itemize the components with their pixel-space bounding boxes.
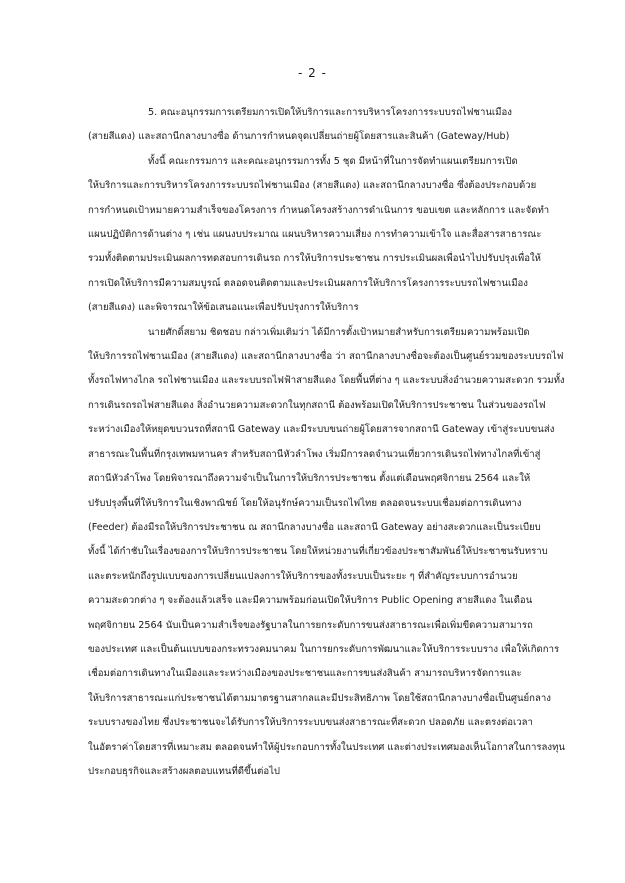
text-line: นายศักดิ์สยาม ชิดชอบ กล่าวเพิ่มเติมว่า ได้มีการตั้งเป้าหมายสำหรับการเตรียมความพร้อมเปิด	[148, 326, 530, 338]
text-line: ให้บริการสาธารณะแก่ประชาชนได้ตามมาตรฐานสากลและมีประสิทธิภาพ โดยใช้สถานีกลางบางซื่อเป็นศูนย์กลาง	[88, 692, 551, 704]
text-line: ประกอบธุรกิจและสร้างผลตอบแทนที่ดีขึ้นต่อไป	[88, 765, 281, 777]
text-line: ในอัตราค่าโดยสารที่เหมาะสม ตลอดจนทำให้ผู้ประกอบการทั้งในประเทศ และต่างประเทศมองเห็นโอกาสในการลงทุน	[88, 741, 565, 753]
text-line: สถานีหัวลำโพง โดยพิจารณาถึงความจำเป็นในการให้บริการประชาชน ตั้งแต่เดือนพฤศจิกายน 2564 และให้	[88, 473, 531, 485]
text-line: เชื่อมต่อการเดินทางในเมืองและระหว่างเมืองของประชาชนและการขนส่งสินค้า สามารถบริหารจัดการและ	[88, 668, 522, 680]
text-line: ระหว่างเมืองให้หยุดขบวนรถที่สถานี Gateway และมีระบบขนถ่ายผู้โดยสารจากสถานี Gateway เข้าสู่ระบบขนส่ง	[88, 424, 555, 436]
text-line: แผนปฏิบัติการด้านต่าง ๆ เช่น แผนงบประมาณ แผนบริหารความเสี่ยง การทำความเข้าใจ และสื่อสารสาธารณะ	[88, 229, 542, 241]
text-line: ให้บริการรถไฟชานเมือง (สายสีแดง) และสถานีกลางบางซื่อ ว่า สถานีกลางบางซื่อจะต้องเป็นศูนย์รวมของระบบรถไฟ	[88, 351, 564, 363]
text-line: ทั้งนี้ ได้กำชับในเรื่องของการให้บริการประชาชน โดยให้หน่วยงานที่เกี่ยวข้องประชาสัมพันธ์ให้ประชาชนรับทราบ	[88, 546, 548, 558]
document-body	[88, 101, 568, 784]
text-line: การเดินรถรถไฟสายสีแดง สิ่งอำนวยความสะดวกในทุกสถานี ต้องพร้อมเปิดให้บริการประชาชน ในส่วนของรถไฟ	[88, 399, 546, 411]
text-line: การกำหนดเป้าหมายความสำเร็จของโครงการ กำหนดโครงสร้างการดำเนินการ ขอบเขต และหลักการ และจัดทำ	[88, 204, 550, 216]
text-line: ระบบรางของไทย ซึ่งประชาชนจะได้รับการให้บริการระบบขนส่งสาธารณะที่สะดวก ปลอดภัย และตรงต่อเวลา	[88, 717, 533, 729]
page-number: - 2 -	[298, 66, 327, 80]
text-line: (สายสีแดง) และพิจารณาให้ข้อเสนอแนะเพื่อปรับปรุงการให้บริการ	[88, 302, 359, 314]
text-line: (สายสีแดง) และสถานีกลางบางซื่อ ด้านการกำหนดจุดเปลี่ยนถ่ายผู้โดยสารและสินค้า (Gateway/Hub)	[88, 131, 510, 143]
text-line: 5. คณะอนุกรรมการเตรียมการเปิดให้บริการและการบริหารโครงการระบบรถไฟชานเมือง	[148, 107, 512, 118]
text-line: การเปิดให้บริการมีความสมบูรณ์ ตลอดจนติดตามและประเมินผลการให้บริการโครงการระบบรถไฟชานเมือง	[88, 277, 528, 289]
text-line: สาธารณะในพื้นที่กรุงเทพมหานคร สำหรับสถานีหัวลำโพง เริ่มมีการลดจำนวนเที่ยวการเดินรถไฟทางไกลที่เข้าสู่	[88, 448, 541, 460]
text-line: ให้บริการและการบริหารโครงการระบบรถไฟชานเมือง (สายสีแดง) และสถานีกลางบางซื่อ ซึ่งต้องประกอบด้วย	[88, 180, 537, 192]
text-line: รวมทั้งติดตามประเมินผลการทดสอบการเดินรถ การให้บริการประชาชน การประเมินผลเพื่อนำไปปรับปรุงเพื่อให้	[88, 253, 541, 265]
text-line: พฤศจิกายน 2564 นับเป็นความสำเร็จของรัฐบาลในการยกระดับการขนส่งสาธารณะเพื่อเพิ่มขีดความสามารถ	[88, 619, 533, 631]
text-line: และตระหนักถึงรูปแบบของการเปลี่ยนแปลงการให้บริการของทั้งระบบเป็นระยะ ๆ ที่สำคัญระบบการอำนวย	[88, 570, 518, 582]
text-line: (Feeder) ต้องมีรถให้บริการประชาชน ณ สถานีกลางบางซื่อ และสถานี Gateway อย่างสะดวกและเป็นระเบียบ	[88, 521, 541, 533]
text-line: ทั้งนี้ คณะกรรมการ และคณะอนุกรรมการทั้ง 5 ชุด มีหน้าที่ในการจัดทำแผนเตรียมการเปิด	[148, 155, 518, 167]
text-line: ของประเทศ และเป็นต้นแบบของกระทรวงคมนาคม ในการยกระดับการพัฒนาและให้บริการระบบราง เพื่อให้เกิดการ	[88, 643, 560, 655]
text-line: ทั้งรถไฟทางไกล รถไฟชานเมือง และระบบรถไฟฟ้าสายสีแดง โดยพื้นที่ต่าง ๆ และระบบสิ่งอำนวยความสะดวก รวมทั้ง	[88, 375, 565, 387]
text-line: ปรับปรุงพื้นที่ให้บริการในเชิงพาณิชย์ โดยให้อนุรักษ์ความเป็นรถไฟไทย ตลอดจนระบบเชื่อมต่อการเดินทาง	[88, 497, 522, 509]
text-line: ความสะดวกต่าง ๆ จะต้องแล้วเสร็จ และมีความพร้อมก่อนเปิดให้บริการ Public Opening สายสีแดง ในเดือน	[88, 595, 533, 607]
